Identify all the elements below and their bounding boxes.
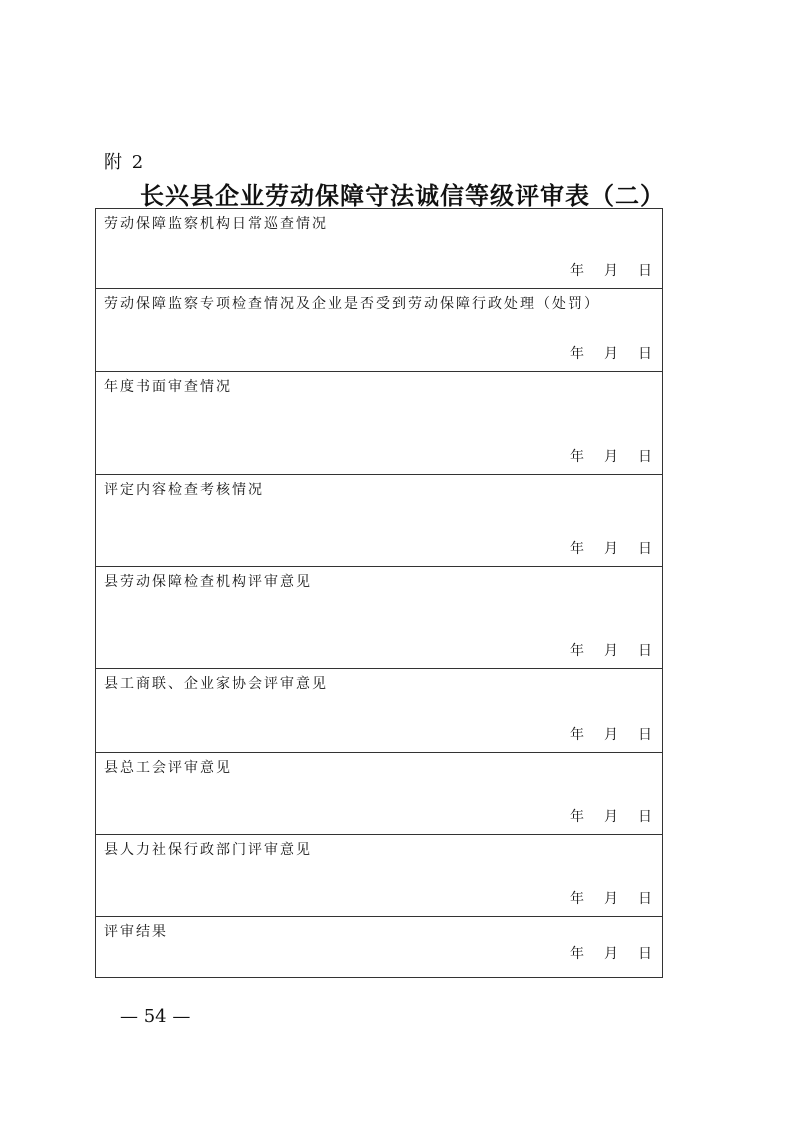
row-label: 评审结果 bbox=[104, 924, 168, 940]
table-row bbox=[96, 209, 662, 289]
row-date: 年 月 日 bbox=[570, 891, 652, 907]
row-label: 县工商联、企业家协会评审意见 bbox=[104, 676, 328, 692]
row-label: 劳动保障监察专项检查情况及企业是否受到劳动保障行政处理（处罚） bbox=[104, 296, 600, 312]
row-label: 县总工会评审意见 bbox=[104, 760, 232, 776]
table-row bbox=[96, 475, 662, 567]
table-row bbox=[96, 835, 662, 917]
row-label: 评定内容检查考核情况 bbox=[104, 482, 264, 498]
table-row bbox=[96, 567, 662, 669]
row-date: 年 月 日 bbox=[570, 346, 652, 362]
review-table bbox=[95, 208, 663, 978]
table-row bbox=[96, 753, 662, 835]
table-row bbox=[96, 372, 662, 475]
table-row bbox=[96, 289, 662, 372]
table-row bbox=[96, 669, 662, 753]
row-date: 年 月 日 bbox=[570, 541, 652, 557]
row-date: 年 月 日 bbox=[570, 449, 652, 465]
row-label: 劳动保障监察机构日常巡查情况 bbox=[104, 216, 328, 232]
attachment-label: 附 2 bbox=[104, 152, 146, 173]
row-date: 年 月 日 bbox=[570, 809, 652, 825]
row-date: 年 月 日 bbox=[570, 643, 652, 659]
row-label: 县劳动保障检查机构评审意见 bbox=[104, 574, 312, 590]
row-date: 年 月 日 bbox=[570, 727, 652, 743]
table-row bbox=[96, 917, 662, 977]
row-label: 年度书面审查情况 bbox=[104, 379, 232, 395]
page-title: 长兴县企业劳动保障守法诚信等级评审表（二） bbox=[140, 182, 665, 210]
page-number: — 54 — bbox=[120, 1006, 191, 1027]
row-date: 年 月 日 bbox=[570, 946, 652, 962]
row-label: 县人力社保行政部门评审意见 bbox=[104, 842, 312, 858]
row-date: 年 月 日 bbox=[570, 263, 652, 279]
